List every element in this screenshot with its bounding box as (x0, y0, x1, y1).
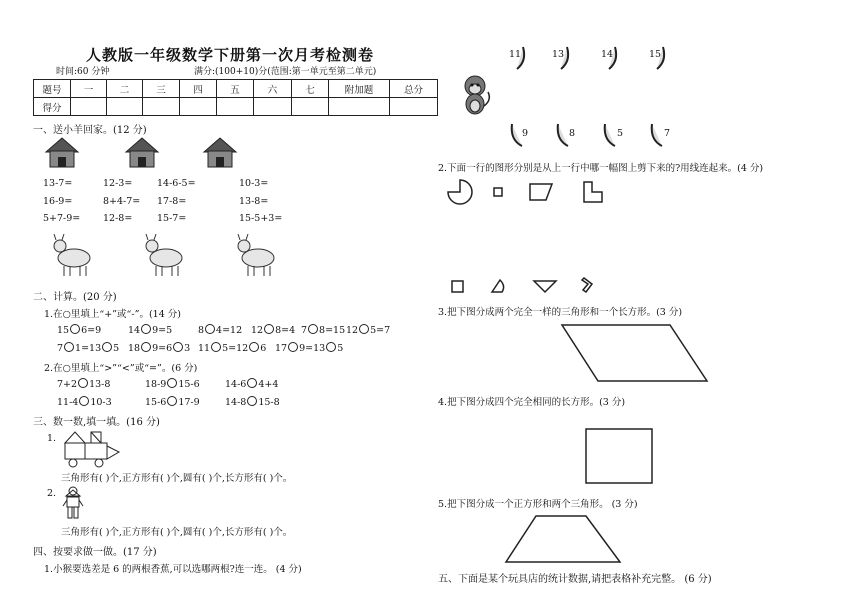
circle-problem: 8 4=12 (198, 325, 243, 336)
score-input-cell[interactable] (107, 98, 143, 116)
answer-circle[interactable] (326, 342, 336, 352)
compare-problem: 15-6 17-9 (145, 397, 200, 408)
math-problem: 16-9= (43, 196, 73, 207)
banana-number: 15 (649, 49, 662, 60)
exam-score-info: 满分:(100+10)分(范围:第一单元至第二单元) (194, 67, 377, 77)
section-5-heading: 五、下面是某个玩具店的统计数据,请把表格补充完整。 (6 分) (438, 574, 712, 585)
section-2-heading: 二、计算。(20 分) (33, 292, 117, 303)
score-input-cell[interactable] (143, 98, 180, 116)
circle-problem: 18 9=6 3 (128, 343, 191, 354)
house-icon (46, 138, 78, 167)
circle-problem: 12 8=4 (251, 325, 296, 336)
question-3-1-label: 1. (47, 433, 57, 444)
parallelogram-shape[interactable] (562, 325, 707, 381)
section-3-heading: 三、数一数,填一填。(16 分) (33, 417, 160, 428)
answer-circle[interactable] (102, 342, 112, 352)
banana-icon (558, 124, 568, 146)
rectangle-shape (85, 443, 107, 459)
trapezoid-shape[interactable] (530, 184, 552, 200)
math-problem: 14-6-5= (157, 178, 196, 189)
triangle-shape (65, 432, 85, 443)
goat-row (50, 234, 310, 278)
robot-figure (62, 486, 84, 520)
score-cell: 附加题 (329, 80, 390, 98)
answer-circle[interactable] (141, 342, 151, 352)
math-problem: 15-5+3= (239, 213, 283, 224)
section-4-heading: 四、按要求做一做。(17 分) (33, 547, 157, 558)
circle-problem: 14 9=5 (128, 325, 173, 336)
score-cell: 题号 (34, 80, 71, 98)
circle-shape (95, 459, 103, 467)
score-cell: 二 (107, 80, 143, 98)
triangle-shape (107, 446, 119, 459)
circle-problem: 12 5=7 (346, 325, 391, 336)
banana-number: 7 (664, 128, 671, 139)
monkey-icon (458, 74, 494, 118)
square-piece[interactable] (452, 281, 463, 292)
question-4-2: 2.下面一行的图形分别是从上一行中哪一幅图上剪下来的?用线连起来。(4 分) (438, 163, 764, 174)
goat-icon (54, 234, 90, 276)
question-2-1: 1.在○里填上“+”或“-”。(14 分) (44, 309, 181, 320)
banana-number: 9 (522, 128, 529, 139)
circle-problem: 7 1=13 5 (57, 343, 120, 354)
compare-problem: 14-6 4+4 (225, 379, 279, 390)
banana-number: 11 (509, 49, 522, 60)
section-1-heading: 一、送小羊回家。(12 分) (33, 125, 147, 136)
answer-circle[interactable] (141, 324, 151, 334)
score-cell: 七 (292, 80, 329, 98)
answer-circle[interactable] (249, 342, 259, 352)
question-4-5: 5.把下图分成一个正方形和两个三角形。 (3 分) (438, 499, 638, 510)
banana-icon (605, 124, 615, 146)
trapezoid-shape[interactable] (506, 516, 620, 562)
shapes-top-row[interactable] (446, 178, 616, 206)
score-cell: 总分 (390, 80, 438, 98)
answer-circle[interactable] (79, 396, 89, 406)
rectangle-figure[interactable] (585, 428, 655, 486)
answer-circle[interactable] (247, 378, 257, 388)
score-input-cell[interactable] (329, 98, 390, 116)
answer-circle[interactable] (288, 342, 298, 352)
goat-icon (238, 234, 274, 276)
small-square-shape[interactable] (494, 188, 502, 196)
goat-icon (146, 234, 182, 276)
score-input-cell[interactable] (217, 98, 254, 116)
question-2-2: 2.在○里填上“>”“<”或“=”。(6 分) (44, 363, 198, 374)
score-table-header-row (34, 80, 438, 98)
score-cell: 三 (143, 80, 180, 98)
score-cell: 四 (180, 80, 217, 98)
house-icon (126, 138, 158, 167)
banana-icon (517, 47, 524, 69)
banana-icon (561, 47, 568, 69)
answer-circle[interactable] (64, 342, 74, 352)
math-problem: 8+4-7= (103, 196, 141, 207)
question-4-1: 1.小猴要选差是 6 的两根香蕉,可以选哪两根?连一连。 (4 分) (44, 564, 302, 575)
banana-icon (609, 47, 616, 69)
score-input-cell[interactable] (292, 98, 329, 116)
parallelogram-figure[interactable] (560, 323, 710, 385)
banana-number: 5 (617, 128, 624, 139)
compare-problem: 7+2 13-8 (57, 379, 111, 390)
shapes-bottom-row[interactable] (452, 276, 612, 298)
score-input-cell[interactable] (254, 98, 292, 116)
compare-problem: 14-8 15-8 (225, 397, 280, 408)
banana-number: 14 (601, 49, 614, 60)
answer-circle[interactable] (70, 324, 80, 334)
score-cell: 六 (254, 80, 292, 98)
score-row-label: 得分 (34, 98, 71, 116)
answer-circle[interactable] (308, 324, 318, 334)
question-3-2-label: 2. (47, 488, 57, 499)
circle-problem: 15 6=9 (57, 325, 102, 336)
banana-icon (652, 124, 662, 146)
math-problem: 5+7-9= (43, 213, 81, 224)
circle-problem: 11 5=12 6 (198, 343, 267, 354)
banana-number: 8 (569, 128, 576, 139)
answer-circle[interactable] (211, 342, 221, 352)
answer-circle[interactable] (167, 396, 177, 406)
truck-figure (63, 430, 123, 468)
banana-row-top[interactable] (505, 45, 675, 71)
math-problem: 17-8= (157, 196, 187, 207)
answer-circle[interactable] (359, 324, 369, 334)
answer-circle[interactable] (78, 378, 88, 388)
math-problem: 12-8= (103, 213, 133, 224)
l-shape[interactable] (584, 182, 602, 202)
answer-circle[interactable] (205, 324, 215, 334)
circle-problem: 17 9=13 5 (275, 343, 344, 354)
question-4-3: 3.把下图分成两个完全一样的三角形和一个长方形。(3 分) (438, 307, 683, 318)
sector-piece[interactable] (492, 280, 504, 292)
answer-line-1: 三角形有( )个,正方形有( )个,圆有( )个,长方形有( )个。 (61, 473, 293, 484)
answer-circle[interactable] (264, 324, 274, 334)
score-input-cell[interactable] (180, 98, 217, 116)
banana-number: 13 (552, 49, 565, 60)
score-input-cell[interactable] (390, 98, 438, 116)
math-problem: 12-3= (103, 178, 133, 189)
math-problem: 13-7= (43, 178, 73, 189)
triangle-piece[interactable] (534, 281, 556, 292)
answer-circle[interactable] (173, 342, 183, 352)
banana-icon (512, 124, 522, 146)
score-cell: 五 (217, 80, 254, 98)
rectangle-shape[interactable] (586, 429, 652, 483)
house-icon (204, 138, 236, 167)
exam-time: 时间:60 分钟 (56, 67, 110, 77)
answer-line-2: 三角形有( )个,正方形有( )个,圆有( )个,长方形有( )个。 (61, 527, 293, 538)
math-problem: 15-7= (157, 213, 187, 224)
corner-piece[interactable] (582, 278, 592, 292)
math-problem: 10-3= (239, 178, 269, 189)
answer-circle[interactable] (247, 396, 257, 406)
circle-shape (69, 459, 77, 467)
sector-shape[interactable] (448, 180, 472, 204)
score-table (33, 79, 438, 116)
math-problem: 13-8= (239, 196, 269, 207)
compare-problem: 18-9 15-6 (145, 379, 200, 390)
trapezoid-figure[interactable] (504, 514, 624, 564)
question-4-4: 4.把下图分成四个完全相同的长方形。(3 分) (438, 397, 626, 408)
compare-problem: 11-4 10-3 (57, 397, 112, 408)
score-table-score-row (34, 98, 438, 116)
answer-circle[interactable] (167, 378, 177, 388)
page-title: 人教版一年级数学下册第一次月考检测卷 (86, 46, 375, 64)
banana-row-bottom[interactable] (508, 122, 678, 148)
banana-icon (657, 47, 664, 69)
circle-problem: 7 8=15 (301, 325, 346, 336)
square-shape (65, 443, 85, 459)
score-input-cell[interactable] (71, 98, 107, 116)
house-row (44, 136, 344, 170)
score-cell: 一 (71, 80, 107, 98)
